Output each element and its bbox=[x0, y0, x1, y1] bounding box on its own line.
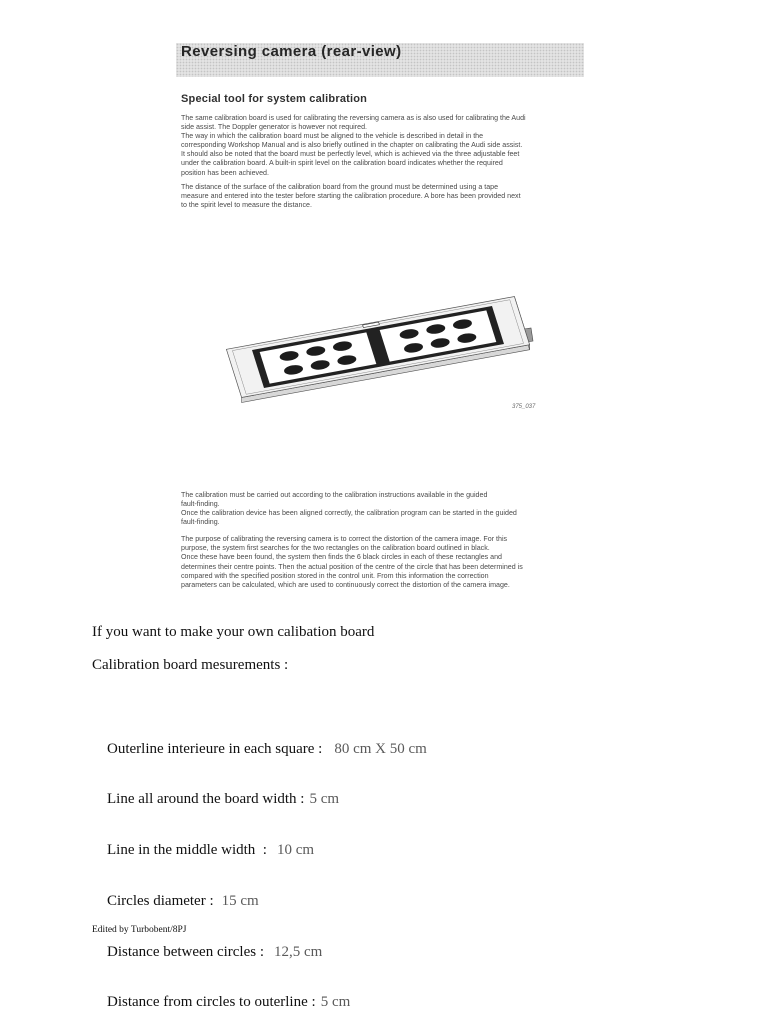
measurement-row bbox=[92, 825, 427, 859]
measurement-label: Distance between circles : bbox=[107, 943, 265, 960]
calibration-board-illustration bbox=[220, 290, 540, 405]
text-line: determines their centre points. Then the actual position of the centre of the circle that has been determined is bbox=[181, 562, 523, 571]
text-line: fault-finding. bbox=[181, 518, 220, 527]
measurement-value: 5 cm bbox=[320, 994, 351, 1011]
text-line: The distance of the surface of the calibration board from the ground must be determined using a tape bbox=[181, 183, 499, 191]
text-line: The purpose of calibrating the reversing camera is to correct the distortion of the camera image. For this bbox=[181, 535, 508, 543]
text-line: Once the calibration device has been aligned correctly, the calibration program can be started in the guided bbox=[181, 508, 517, 517]
text-line: side assist. The Doppler generator is however not required. bbox=[181, 122, 367, 131]
text-line: Once these have been found, the system then finds the 6 black circles in each of these rectangles and bbox=[181, 553, 502, 562]
paragraph-distance bbox=[181, 183, 521, 211]
measurement-value: 15 cm bbox=[221, 892, 259, 909]
paragraph-procedure bbox=[181, 491, 517, 528]
section-subtitle: Special tool for system calibration bbox=[181, 92, 368, 105]
text-line: The same calibration board is used for calibrating the reversing camera as is also used for calibrating the Audi bbox=[181, 113, 526, 122]
measurement-label: Outerline interieure in each square : bbox=[107, 740, 323, 757]
text-line: It should also be noted that the board must be perfectly level, which is achieved via the three adjustable feet bbox=[181, 150, 520, 159]
text-line: parameters can be calculated, which are used to continuously correct the distortion of the camera image. bbox=[181, 580, 510, 589]
paragraph-intro bbox=[181, 114, 526, 178]
measurement-row bbox=[92, 724, 427, 757]
text-line: corresponding Workshop Manual and is also briefly outlined in the chapter on calibrating the Audi side assist. bbox=[181, 141, 523, 150]
measurement-row bbox=[92, 977, 427, 1011]
measurements-title: Calibration board mesurements : bbox=[92, 656, 289, 673]
measurement-row bbox=[92, 876, 427, 909]
measurement-label: Circles diameter : bbox=[107, 892, 214, 909]
text-line: purpose, the system first searches for the two rectangles on the calibration board outlined in black. bbox=[181, 544, 490, 553]
text-line: under the calibration board. A built-in spirit level on the calibration board indicates whether the required bbox=[181, 159, 503, 168]
text-line: The way in which the calibration board must be aligned to the vehicle is described in detail in the bbox=[181, 131, 484, 140]
section-header-bar bbox=[176, 43, 584, 77]
text-line: to the spirit level to measure the distance. bbox=[181, 201, 312, 210]
text-line: compared with the specified position stored in the control unit. From this information the correction bbox=[181, 571, 489, 580]
text-line: measure and entered into the tester before starting the calibration procedure. A bore has been provided next bbox=[181, 192, 521, 201]
measurement-value: 80 cm X 50 cm bbox=[334, 740, 427, 757]
measurement-label: Line all around the board width : bbox=[107, 791, 305, 808]
page-title: Reversing camera (rear-view) bbox=[181, 43, 402, 60]
paragraph-purpose bbox=[181, 535, 523, 590]
measurement-value: 10 cm bbox=[276, 842, 315, 859]
diy-heading: If you want to make your own calibation board bbox=[92, 623, 375, 640]
measurement-value: 12,5 cm bbox=[274, 943, 323, 960]
text-line: fault-finding. bbox=[181, 499, 220, 508]
measurement-label: Distance from circles to outerline : bbox=[107, 994, 316, 1011]
editor-credit: Edited by Turbobent/8PJ bbox=[92, 925, 187, 935]
text-line: position has been achieved. bbox=[181, 168, 269, 177]
measurement-row bbox=[92, 774, 427, 808]
measurement-value: 5 cm bbox=[309, 791, 340, 808]
measurements-list bbox=[92, 690, 427, 1012]
text-line: The calibration must be carried out according to the calibration instructions available in the guided bbox=[181, 490, 488, 499]
figure-number: 375_037 bbox=[512, 404, 536, 410]
measurement-label: Line in the middle width : bbox=[107, 842, 267, 859]
